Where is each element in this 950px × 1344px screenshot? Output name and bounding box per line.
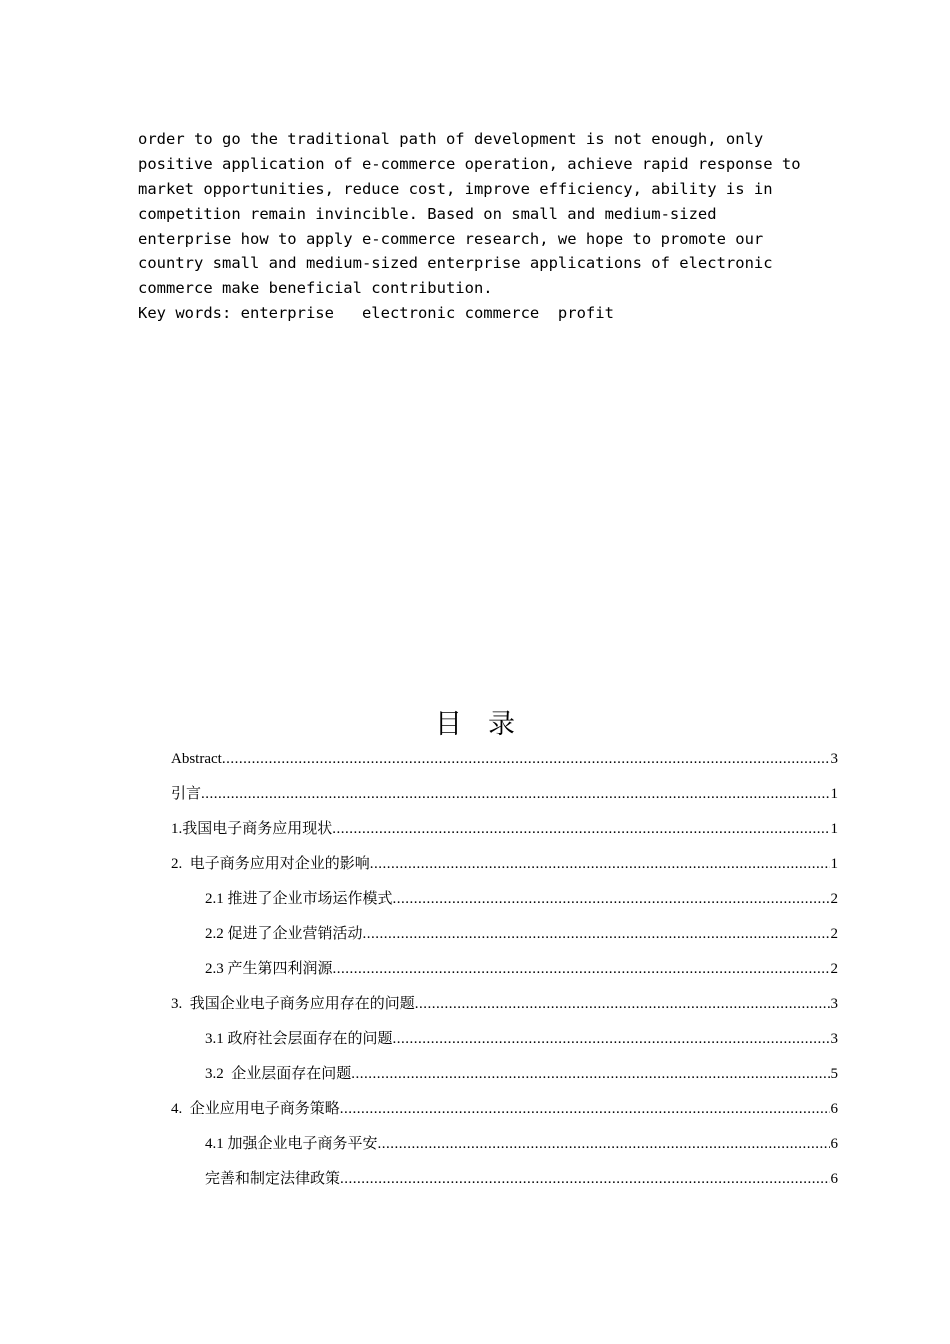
toc-dot-leader [378, 1127, 830, 1162]
toc-entry-label: 3. 我国企业电子商务应用存在的问题 [171, 996, 415, 1012]
abstract-line: order to go the traditional path of development is not enough, only [138, 130, 764, 148]
toc-title: 目录 [435, 709, 541, 740]
toc-dot-leader [201, 777, 829, 812]
abstract-line: enterprise how to apply e-commerce research, we hope to promote our [138, 229, 764, 248]
toc-dot-leader [340, 1162, 829, 1197]
toc-entry-section-2-1[interactable] [205, 882, 838, 917]
toc-entry-label: 引言 [171, 786, 202, 802]
toc-page-number: 2 [830, 961, 838, 977]
abstract-line: positive application of e-commerce operation, achieve rapid response to [138, 154, 801, 173]
toc-entry-label: 3.2 企业层面存在问题 [205, 1066, 352, 1082]
toc-entry-section-2-3[interactable] [205, 952, 838, 987]
toc-entry-label: 完善和制定法律政策 [205, 1171, 341, 1187]
toc-entry-section-1[interactable] [171, 812, 838, 847]
toc-dot-leader [393, 882, 830, 917]
toc-entry-section-3-2[interactable] [205, 1057, 838, 1092]
toc-page-number: 6 [830, 1171, 838, 1187]
toc-dot-leader [351, 1057, 829, 1092]
toc-dot-leader [415, 987, 830, 1022]
toc-entry-label: 1.我国电子商务应用现状 [171, 821, 333, 837]
toc-entry-label: 4.1 加强企业电子商务平安 [205, 1136, 378, 1152]
toc-entry-abstract[interactable] [171, 742, 838, 777]
abstract-line: competition remain invincible. Based on small and medium-sized [138, 204, 717, 223]
toc-dot-leader [363, 917, 830, 952]
toc-page-number: 1 [830, 856, 838, 872]
toc-page-number: 3 [830, 751, 838, 767]
toc-page-number: 3 [830, 1031, 838, 1047]
toc-page-number: 3 [830, 996, 838, 1012]
abstract-line: market opportunities, reduce cost, improve efficiency, ability is in [138, 179, 773, 198]
toc-page-number: 2 [830, 926, 838, 942]
toc-entry-label: 4. 企业应用电子商务策略 [171, 1101, 340, 1117]
abstract-line: country small and medium-sized enterprise applications of electronic [138, 254, 773, 273]
toc-page-number: 6 [830, 1101, 838, 1117]
abstract-text [138, 127, 838, 326]
toc-entry-section-2[interactable] [171, 847, 838, 882]
toc-entry-label: Abstract [171, 751, 222, 767]
toc-entry-label: 3.1 政府社会层面存在的问题 [205, 1031, 393, 1047]
toc-entry-legal-policy[interactable] [205, 1162, 838, 1197]
toc-dot-leader [333, 952, 830, 987]
toc-dot-leader [332, 812, 829, 847]
toc-entry-label: 2.3 产生第四利润源 [205, 961, 333, 977]
toc-dot-leader [340, 1092, 830, 1127]
toc-entry-section-4-1[interactable] [205, 1127, 838, 1162]
toc-entry-section-3-1[interactable] [205, 1022, 838, 1057]
toc-page-number: 2 [830, 891, 838, 907]
toc-page-number: 6 [830, 1136, 838, 1152]
toc-dot-leader [222, 742, 830, 777]
abstract-line: commerce make beneficial contribution. [138, 279, 493, 298]
toc-page-number: 5 [830, 1066, 838, 1082]
toc-dot-leader [393, 1022, 830, 1057]
toc-entry-section-3[interactable] [171, 987, 838, 1022]
toc-entry-label: 2.1 推进了企业市场运作模式 [205, 891, 393, 907]
toc-entry-label: 2. 电子商务应用对企业的影响 [171, 856, 370, 872]
toc-entry-introduction[interactable] [171, 777, 838, 812]
keywords-line: Key words: enterprise electronic commerce profit [138, 304, 614, 323]
toc-entry-section-4[interactable] [171, 1092, 838, 1127]
toc-entry-label: 2.2 促进了企业营销活动 [205, 926, 363, 942]
toc-page-number: 1 [830, 821, 838, 837]
toc-entry-section-2-2[interactable] [205, 917, 838, 952]
toc-dot-leader [370, 847, 830, 882]
toc-page-number: 1 [830, 786, 838, 802]
